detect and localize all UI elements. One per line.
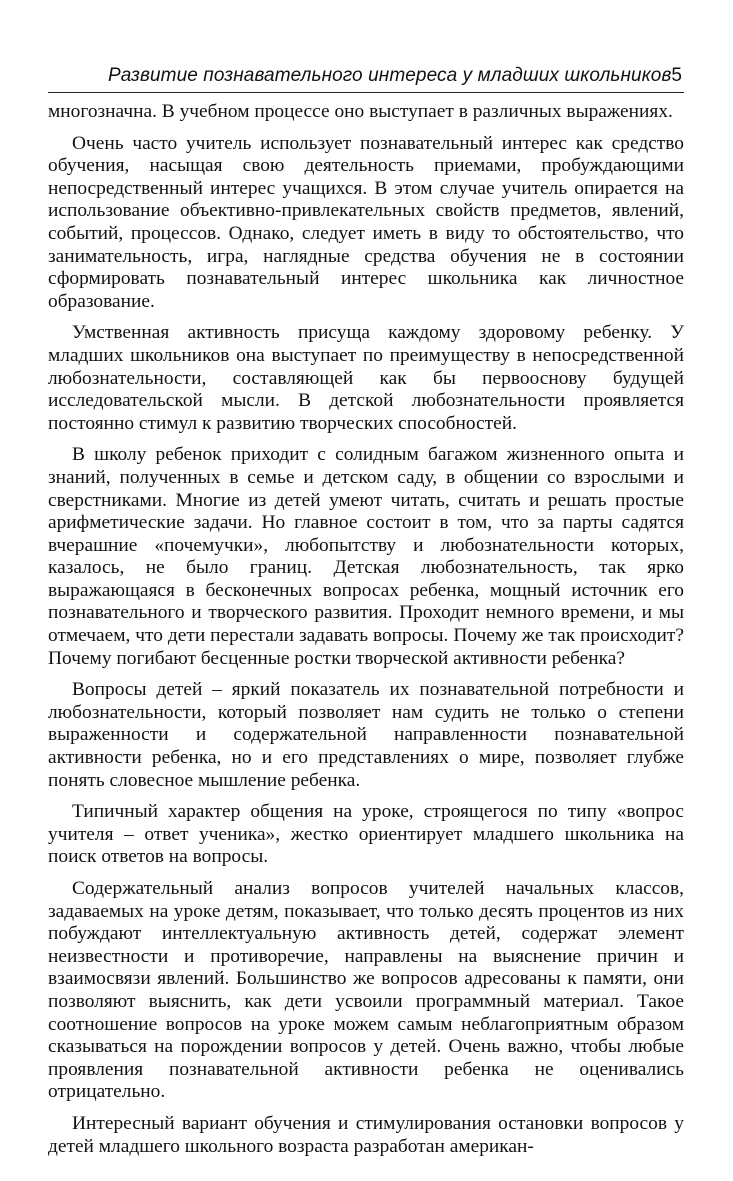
- page-number: 5: [671, 65, 682, 86]
- body-text: [48, 101, 684, 1158]
- paragraph: Умственная активность присуща каждому здоровому ребенку. У младших школьников она выступает по преимуществу в непосредственной любознательности, составляющей как бы первооснову будущей исследовательской мысли. В детской любознательности проявляется постоянно стимул к развитию творческих способностей.: [48, 322, 684, 434]
- paragraph-continuation: многозначна. В учебном процессе оно выступает в различных выражениях.: [48, 101, 673, 122]
- paragraph: Очень часто учитель использует познавательный интерес как средство обучения, насыщая свою деятельность приемами, пробуждающими непосредственный интерес учащихся. В этом случае учитель опирается на использование объективно-привлекательных свойств предметов, явлений, событий, процессов. Однако, следует иметь в виду то обстоятельство, что занимательность, игра, наглядные средства обучения не в состоянии сформировать познавательный интерес школьника как личностное образование.: [48, 132, 684, 312]
- paragraph: Содержательный анализ вопросов учителей начальных классов, задаваемых на уроке детям, показывает, что только десять процентов из них побуждают интеллектуальную активность детей, содержат элемент неизвестности и противоречие, направлены на выяснение причин и взаимосвязи явлений. Большинство же вопросов адресованы к памяти, они позволяют выяснить, как дети усвоили программный материал. Такое соотношение вопросов на уроке можем самым неблагоприятным образом сказываться на порождении вопросов у детей. Очень важно, чтобы любые проявления познавательной активности ребенка не оценивались отрицательно.: [48, 878, 684, 1103]
- running-title: Развитие познавательного интереса у младших школьников: [108, 65, 672, 86]
- paragraph: Типичный характер общения на уроке, строящегося по типу «вопрос учителя – ответ ученика», жестко ориентирует младшего школьника на поиск ответов на вопросы.: [48, 801, 684, 868]
- paragraph: Вопросы детей – яркий показатель их познавательной потребности и любознательности, который позволяет нам судить не только о степени выраженности и содержательной направленности познавательной активности ребенка, но и его представлениях о мире, позволяет глубже понять словесное мышление ребенка.: [48, 679, 684, 791]
- book-page: [48, 62, 684, 1167]
- paragraph: В школу ребенок приходит с солидным багажом жизненного опыта и знаний, полученных в семье и детском саду, в общении со взрослыми и сверстниками. Многие из детей умеют читать, считать и решать простые арифметические задачи. Но главное состоит в том, что за парты садятся вчерашние «почемучки», любопытству и любознательности которых, казалось, не было границ. Детская любознательность, так ярко выражающаяся в бесконечных вопросах ребенка, мощный источник его познавательного и творческого развития. Проходит немного времени, и мы отмечаем, что дети перестали задавать вопросы. Почему же так происходит? Почему погибают бесценные ростки творческой активности ребенка?: [48, 444, 684, 669]
- paragraph: Интересный вариант обучения и стимулирования остановки вопросов у детей младшего школьного возраста разработан американ-: [48, 1112, 684, 1157]
- running-header: [48, 62, 684, 93]
